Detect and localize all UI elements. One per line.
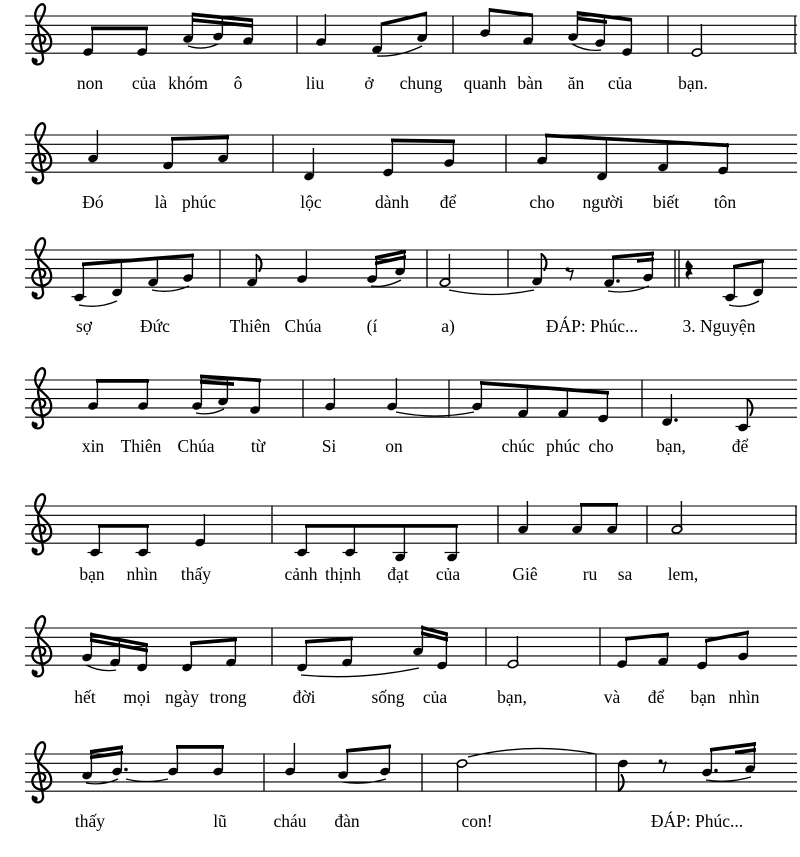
lyric-word: là xyxy=(154,192,168,212)
quarter-rest xyxy=(685,260,693,280)
tie xyxy=(468,748,596,757)
lyric-word: Thiên xyxy=(229,316,271,336)
note xyxy=(617,759,628,791)
system xyxy=(25,4,797,93)
lyric-word: cháu xyxy=(273,811,307,831)
beam xyxy=(545,134,729,148)
note xyxy=(82,27,93,57)
note xyxy=(657,140,668,172)
note xyxy=(737,399,752,432)
lyric-word: để xyxy=(731,436,749,456)
note xyxy=(147,257,158,288)
tie xyxy=(342,779,386,783)
tie xyxy=(396,412,474,416)
beam xyxy=(91,27,148,31)
lyric-word: nhìn xyxy=(126,564,158,584)
note xyxy=(606,503,617,534)
lyric-word: lũ xyxy=(213,811,227,831)
beam xyxy=(346,745,391,753)
lyric-word: đàn xyxy=(334,811,360,831)
lyric-word: bạn. xyxy=(678,73,708,93)
note xyxy=(696,639,707,670)
note xyxy=(246,255,261,287)
note xyxy=(217,377,228,407)
lyric-word: của xyxy=(435,564,461,584)
beam xyxy=(381,12,427,27)
beam xyxy=(98,524,149,528)
lyric-word: hết xyxy=(74,687,96,707)
note xyxy=(371,23,382,55)
note xyxy=(136,27,147,57)
note xyxy=(212,16,223,42)
lyric-word: tôn xyxy=(713,192,737,212)
note xyxy=(596,137,607,181)
note xyxy=(315,14,326,47)
lyric-word: người xyxy=(582,192,624,212)
lyric-word: thấy xyxy=(180,564,212,584)
lyric-word: xin xyxy=(81,436,105,456)
lyric-word: phúc xyxy=(545,436,581,456)
note xyxy=(137,524,148,557)
note xyxy=(717,143,728,175)
lyric-word: bạn, xyxy=(497,687,527,707)
lyric-word: chúc xyxy=(501,436,535,456)
beam xyxy=(580,503,618,507)
note xyxy=(571,503,582,534)
lyric-word: bàn xyxy=(517,73,543,93)
augmentation-dot xyxy=(616,279,620,283)
note xyxy=(557,388,568,418)
lyric-word: dành xyxy=(374,192,410,212)
tie xyxy=(377,46,422,56)
augmentation-dot xyxy=(674,418,678,422)
lyric-word: quanh xyxy=(463,73,507,93)
lyric-word: a) xyxy=(441,316,455,336)
lyric-word: ở xyxy=(364,73,374,93)
note xyxy=(87,379,98,411)
note xyxy=(507,636,518,669)
augmentation-dot xyxy=(124,768,128,772)
lyric-word: đạt xyxy=(387,564,409,584)
lyric-word: ĐÁP: Phúc... xyxy=(545,316,639,336)
lyric-word: sống xyxy=(371,687,405,707)
lyric-word: ru xyxy=(582,564,598,584)
lyric-word: sa xyxy=(617,564,633,584)
tie xyxy=(86,665,116,671)
beam xyxy=(190,638,237,646)
lyric-word: của xyxy=(422,687,448,707)
note xyxy=(412,626,423,657)
lyric-word: liu xyxy=(305,73,325,93)
note xyxy=(724,265,735,302)
note xyxy=(137,379,148,411)
lyric-word: mọi xyxy=(123,687,151,707)
system xyxy=(25,238,797,336)
beam xyxy=(637,257,654,262)
eighth-flag xyxy=(541,254,546,270)
tie xyxy=(126,779,168,782)
note xyxy=(479,8,490,38)
beam xyxy=(82,254,194,267)
note xyxy=(89,524,100,557)
lyric-word: ăn xyxy=(567,73,585,93)
tie xyxy=(188,44,218,48)
lyric-word: chung xyxy=(399,73,443,93)
note xyxy=(81,750,92,780)
lyric-word: Si xyxy=(321,436,337,456)
lyric-word: con! xyxy=(461,811,493,831)
lyric-word: bạn, xyxy=(656,436,686,456)
lyric-word: cảnh xyxy=(284,564,318,584)
lyric-word: trong xyxy=(209,687,247,707)
augmentation-dot xyxy=(714,769,718,773)
eighth-rest xyxy=(659,759,667,772)
note xyxy=(386,378,397,411)
lyric-word: on xyxy=(385,436,403,456)
note xyxy=(616,637,627,669)
tie xyxy=(196,409,224,414)
eighth-flag xyxy=(747,399,752,415)
note xyxy=(212,745,223,776)
note xyxy=(341,637,352,668)
system xyxy=(25,123,797,212)
lyric-word: lem, xyxy=(667,564,699,584)
note xyxy=(536,134,547,166)
note xyxy=(296,524,307,557)
beam xyxy=(96,379,149,383)
note xyxy=(344,524,355,557)
note xyxy=(296,251,307,284)
lyric-word: và xyxy=(603,687,621,707)
note xyxy=(366,256,377,284)
note xyxy=(324,378,335,411)
lyric-word: ĐÁP: Phúc... xyxy=(650,811,744,831)
note xyxy=(379,745,390,777)
note xyxy=(621,18,632,57)
beam xyxy=(200,380,234,386)
system xyxy=(25,616,797,707)
note xyxy=(597,391,608,423)
note xyxy=(194,514,205,547)
lyric-word: thấy xyxy=(74,811,106,831)
system xyxy=(25,368,797,456)
note xyxy=(284,743,295,776)
eighth-flag xyxy=(619,775,624,791)
lyric-word: biết xyxy=(652,192,680,212)
beam xyxy=(480,381,609,395)
lyric-word: Đó xyxy=(82,192,104,212)
beam xyxy=(176,745,224,749)
system xyxy=(25,742,797,831)
note xyxy=(522,14,533,46)
lyric-word: để xyxy=(439,192,457,212)
lyric-word: cho xyxy=(588,436,614,456)
tie xyxy=(301,668,419,677)
lyric-word: thịnh xyxy=(325,564,361,584)
note xyxy=(303,148,314,181)
lyric-word: Đức xyxy=(140,316,170,336)
beam xyxy=(625,633,669,641)
lyric-word: lộc xyxy=(300,192,322,212)
lyric-word: Giê xyxy=(512,564,538,584)
lyric-word: để xyxy=(647,687,665,707)
tie xyxy=(79,301,117,306)
note xyxy=(456,759,467,791)
note xyxy=(249,379,260,415)
lyric-word: của xyxy=(131,73,157,93)
lyric-word: non xyxy=(76,73,104,93)
tie xyxy=(729,301,759,306)
note xyxy=(471,381,482,411)
lyric-word: phúc xyxy=(181,192,217,212)
lyric-word: nhìn xyxy=(728,687,760,707)
lyric-word: khóm xyxy=(168,73,208,93)
lyric-word: bạn xyxy=(79,564,105,584)
tie xyxy=(449,290,534,295)
lyric-word: (í xyxy=(366,316,378,336)
system xyxy=(25,494,797,584)
tie xyxy=(706,777,751,781)
beam xyxy=(305,524,458,528)
lyric-word: Thiên xyxy=(120,436,162,456)
lyric-word: của xyxy=(607,73,633,93)
note xyxy=(182,13,193,44)
lyric-word: ô xyxy=(233,73,243,93)
note xyxy=(242,19,253,46)
lyric-word: Chúa xyxy=(177,436,215,456)
note xyxy=(217,136,228,164)
note xyxy=(167,745,178,776)
lyric-word: đời xyxy=(292,687,316,707)
note xyxy=(603,256,620,288)
lyric-word: bạn xyxy=(690,687,716,707)
lyric-word: cho xyxy=(529,192,555,212)
lyric-word: 3. Nguyện xyxy=(682,316,756,336)
beam xyxy=(705,631,749,643)
lyric-word: Chúa xyxy=(284,316,322,336)
beam xyxy=(391,139,455,144)
lyric-word: ngày xyxy=(164,687,200,707)
note xyxy=(691,24,702,57)
lyric-word: từ xyxy=(250,436,266,456)
lyric-word: sợ xyxy=(75,316,93,336)
beam xyxy=(171,136,229,141)
beam xyxy=(733,259,764,269)
